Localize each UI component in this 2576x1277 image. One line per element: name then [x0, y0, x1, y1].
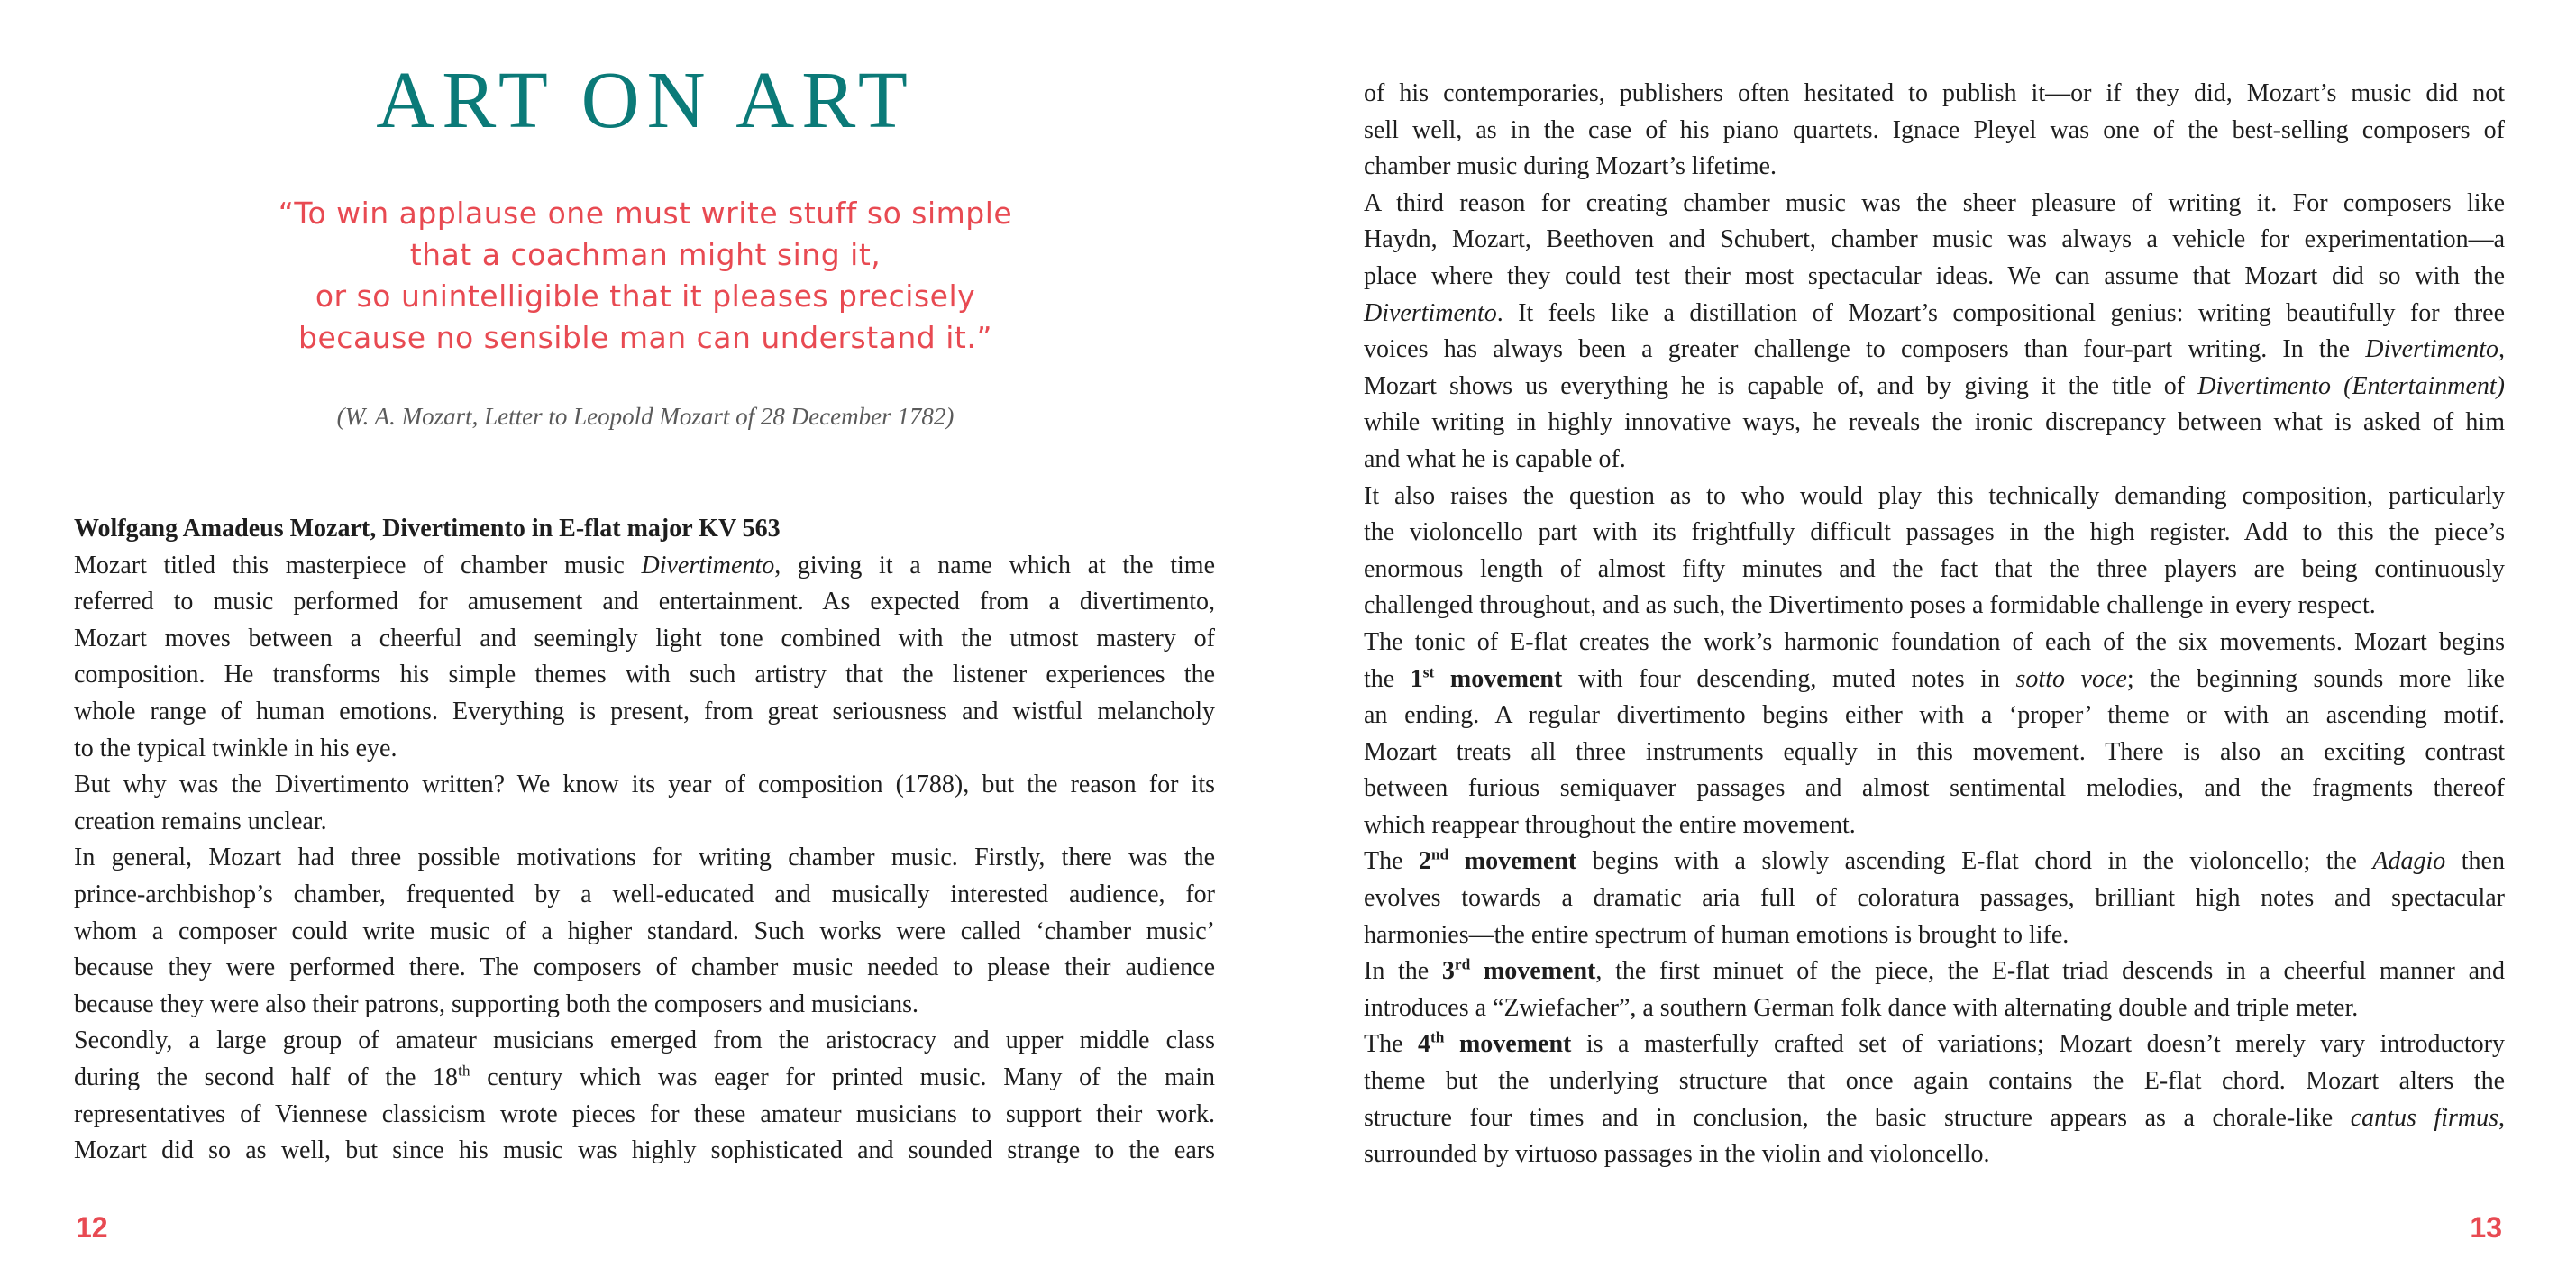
- text-line: [1364, 1100, 2505, 1137]
- text-line: Haydn, Mozart, Beethoven and Schubert, chamber music was always a vehicle for experimentation—a: [1364, 225, 2505, 254]
- text-line: chamber music during Mozart’s lifetime.: [1364, 152, 1777, 181]
- text-line: which reappear throughout the entire movement.: [1364, 810, 1856, 839]
- right-page: [1288, 0, 2576, 1277]
- bold-text: movement: [1444, 1030, 1572, 1059]
- article-heading: Wolfgang Amadeus Mozart, Divertimento in E-flat major KV 563: [74, 515, 781, 543]
- text-run: structure four times and in conclusion, the basic structure appears as a chorale-like: [1364, 1103, 2351, 1132]
- text-line: the violoncello part with its frightfully difficult passages in the high register. Add to this the piece’s: [1364, 518, 2505, 547]
- left-body-column: [74, 511, 1215, 1170]
- text-run: In the: [1364, 957, 1442, 986]
- text-line: and what he is capable of.: [1364, 444, 1626, 473]
- text-line: Mozart treats all three instruments equally in this movement. There is also an exciting contrast: [1364, 737, 2505, 766]
- italic-text: cantus firmus: [2350, 1103, 2498, 1132]
- text-line: whom a composer could write music of a higher standard. Such works were called ‘chamber music’: [74, 917, 1215, 945]
- page-number-left: 12: [76, 1211, 108, 1244]
- superscript: nd: [1431, 846, 1449, 864]
- text-line: creation remains unclear.: [74, 807, 327, 835]
- text-line: [1364, 661, 2505, 698]
- text-line: [1364, 1026, 2505, 1063]
- text-line: evolves towards a dramatic aria full of coloratura passages, brilliant high notes and spectacular: [1364, 884, 2505, 913]
- quote-line: “To win applause one must write stuff so simple: [278, 196, 1013, 231]
- quote-attribution: (W. A. Mozart, Letter to Leopold Mozart of 28 December 1782): [336, 403, 955, 430]
- bold-text: 2: [1419, 847, 1432, 876]
- text-line: In general, Mozart had three possible motivations for writing chamber music. Firstly, there was the: [74, 844, 1215, 872]
- text-run: the: [1364, 664, 1411, 693]
- bold-text: 4: [1418, 1030, 1431, 1059]
- bold-text: movement: [1448, 847, 1577, 876]
- text-line: surrounded by virtuoso passages in the violin and violoncello.: [1364, 1140, 1990, 1169]
- text-line: Mozart moves between a cheerful and seemingly light tone combined with the utmost mastery of: [74, 624, 1215, 652]
- text-run: century which was eager for printed music. Many of the main: [470, 1063, 1215, 1091]
- page-number-right: 13: [2470, 1211, 2502, 1244]
- text-line: an ending. A regular divertimento begins either with a ‘proper’ theme or with an ascending motif.: [1364, 701, 2505, 730]
- text-run: The: [1364, 847, 1420, 876]
- italic-text: Adagio: [2372, 847, 2446, 876]
- text-run: with four descending, muted notes in: [1562, 664, 2016, 693]
- text-line: whole range of human emotions. Everything is present, from great seriousness and wistful melancholy: [74, 697, 1215, 725]
- text-line: representatives of Viennese classicism wrote pieces for these amateur musicians to support their work.: [74, 1099, 1215, 1128]
- page-title: ART ON ART: [376, 56, 915, 145]
- paragraph: [1364, 844, 2505, 953]
- text-line: [1364, 844, 2505, 880]
- text-line: [1364, 332, 2505, 369]
- text-run: ; the beginning sounds more like: [2126, 664, 2505, 693]
- text-line: [1364, 953, 2505, 990]
- text-run: The: [1364, 1030, 1419, 1059]
- text-run: Mozart titled this masterpiece of chamber music: [74, 551, 642, 579]
- text-line: harmonies—the entire spectrum of human emotions is brought to life.: [1364, 920, 2069, 949]
- text-line: of his contemporaries, publishers often hesitated to publish it—or if they did, Mozart’s music did not: [1364, 79, 2505, 107]
- text-line: between furious semiquaver passages and almost sentimental melodies, and the fragments thereof: [1364, 774, 2505, 803]
- text-line: while writing in highly innovative ways, he reveals the ironic discrepancy between what is asked of him: [1364, 408, 2505, 437]
- text-line: Mozart did so as well, but since his music was highly sophisticated and sounded strange to the ears: [74, 1136, 1215, 1165]
- superscript: st: [1422, 663, 1435, 681]
- italic-text: Divertimento,: [2365, 335, 2505, 364]
- text-run: . It feels like a distillation of Mozart’s compositional genius: writing beautifully for three: [1496, 298, 2505, 327]
- text-line: The tonic of E-flat creates the work’s harmonic foundation of each of the six movements. Mozart begins: [1364, 627, 2505, 656]
- text-run: begins with a slowly ascending E-flat chord in the violoncello; the: [1576, 847, 2373, 876]
- superscript: th: [1430, 1029, 1445, 1047]
- text-line: It also raises the question as to who would play this technically demanding composition, particularly: [1364, 481, 2505, 510]
- paragraph: [74, 1023, 1215, 1169]
- italic-text: Divertimento: [641, 551, 775, 579]
- paragraph: [1364, 953, 2505, 1026]
- text-line: because they were also their patrons, supporting both the composers and musicians.: [74, 990, 918, 1018]
- text-line: A third reason for creating chamber music was the sheer pleasure of writing it. For composers like: [1364, 188, 2505, 217]
- epigraph-quote: [74, 193, 1217, 359]
- italic-text: Divertimento (Entertainment): [2197, 371, 2505, 400]
- text-line: But why was the Divertimento written? We know its year of composition (1788), but the reason for its: [74, 771, 1215, 799]
- text-line: because they were performed there. The composers of chamber music needed to please their audience: [74, 953, 1215, 982]
- bold-text: 1: [1410, 664, 1423, 693]
- paragraph: [74, 840, 1215, 1023]
- text-line: Secondly, a large group of amateur musicians emerged from the aristocracy and upper middle class: [74, 1026, 1215, 1055]
- text-line: challenged throughout, and as such, the Divertimento poses a formidable challenge in every respect.: [1364, 591, 2376, 620]
- quote-line: because no sensible man can understand it.”: [298, 320, 992, 355]
- paragraph: [74, 548, 1215, 768]
- text-line: enormous length of almost fifty minutes and the fact that the three players are being continuously: [1364, 554, 2505, 583]
- text-line: introduces a “Zwiefacher”, a southern German folk dance with alternating double and triple meter.: [1364, 993, 2359, 1022]
- text-run: , the first minuet of the piece, the E-flat triad descends in a cheerful manner and: [1595, 957, 2505, 986]
- text-line: referred to music performed for amusement and entertainment. As expected from a divertimento,: [74, 588, 1215, 616]
- text-line: [74, 1060, 1215, 1097]
- paragraph: [74, 767, 1215, 840]
- text-run: , giving it a name which at the time: [774, 551, 1215, 579]
- text-line: composition. He transforms his simple themes with such artistry that the listener experiences the: [74, 661, 1215, 689]
- bold-text: movement: [1434, 664, 1563, 693]
- paragraph: [1364, 186, 2505, 479]
- italic-text: Divertimento: [1364, 298, 1497, 327]
- text-line: [1364, 296, 2505, 333]
- text-line: prince-archbishop’s chamber, frequented by a well-educated and musically interested audience, for: [74, 880, 1215, 908]
- bold-text: movement: [1470, 957, 1596, 986]
- italic-text: sotto voce: [2015, 664, 2127, 693]
- text-line: place where they could test their most spectacular ideas. We can assume that Mozart did so with the: [1364, 261, 2505, 290]
- paragraph: [1364, 625, 2505, 844]
- text-line: [74, 548, 1215, 585]
- quote-line: that a coachman might sing it,: [409, 237, 882, 272]
- text-line: theme but the underlying structure that once again contains the E-flat chord. Mozart alters the: [1364, 1067, 2505, 1096]
- text-run: during the second half of the 18: [74, 1063, 459, 1091]
- superscript: rd: [1454, 955, 1471, 973]
- text-line: sell well, as in the case of his piano quartets. Ignace Pleyel was one of the best-selling composers of: [1364, 115, 2505, 144]
- text-line: to the typical twinkle in his eye.: [74, 734, 397, 762]
- text-run: voices has always been a greater challenge to composers than four-part writing. In the: [1364, 335, 2366, 364]
- paragraph: [1364, 1026, 2505, 1172]
- text-line: [1364, 369, 2505, 406]
- quote-line: or so unintelligible that it pleases precisely: [315, 278, 976, 314]
- text-run: ,: [2498, 1103, 2505, 1132]
- bold-text: 3: [1441, 957, 1455, 986]
- text-run: then: [2445, 847, 2505, 876]
- superscript: th: [458, 1062, 470, 1080]
- paragraph: [1364, 479, 2505, 625]
- right-body-column: [1364, 76, 2505, 1173]
- text-run: Mozart shows us everything he is capable of, and by giving it the title of: [1364, 371, 2198, 400]
- paragraph: [1364, 76, 2505, 186]
- text-run: is a masterfully crafted set of variations; Mozart doesn’t merely vary introductory: [1571, 1030, 2505, 1059]
